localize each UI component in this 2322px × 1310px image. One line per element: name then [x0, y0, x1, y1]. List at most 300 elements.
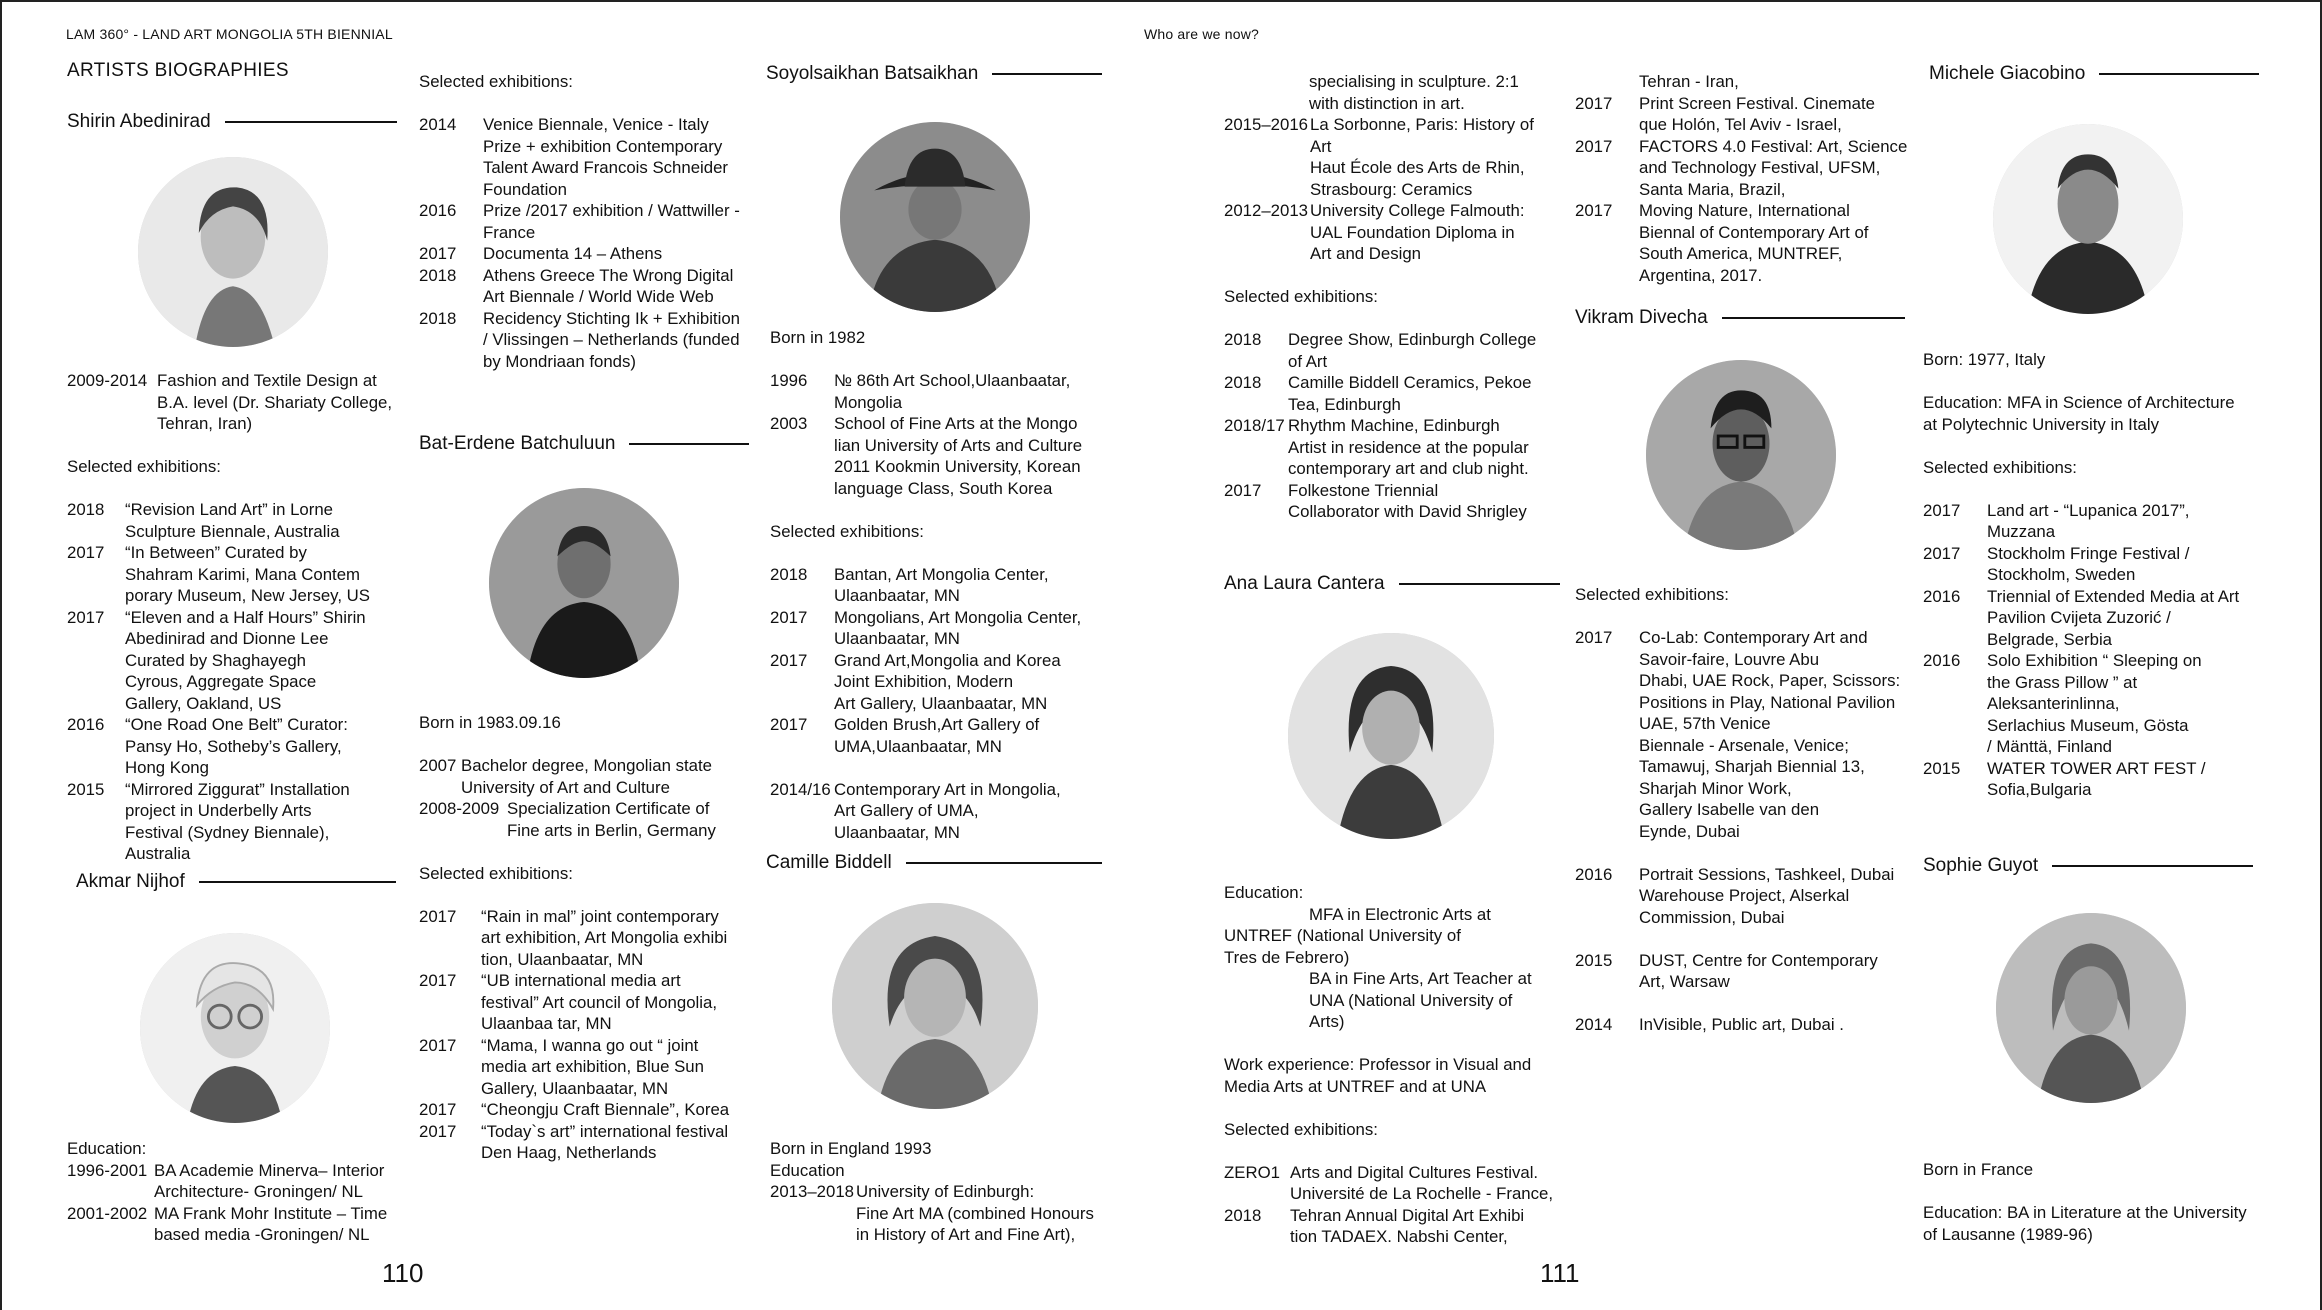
education-entry-year: 2008-2009: [419, 799, 500, 818]
birth-info: Born in 1983.09.16: [419, 713, 561, 732]
exhibition-entry: [1923, 650, 2273, 758]
exhibition-entry-line: Prize /2017 exhibition / Wattwiller -: [483, 201, 740, 220]
education-entry: [67, 1203, 407, 1246]
education-entry-year: 2003: [770, 414, 808, 433]
exhibition-entry-year: 2015: [1923, 758, 1961, 778]
education-entry-line: Fine Art MA (combined Honours: [856, 1203, 1094, 1223]
exhibition-entry-line: Gallery, Ulaanbaatar, MN: [481, 1078, 669, 1098]
exhibition-entry-line: “One Road One Belt” Curator:: [125, 715, 348, 734]
exhibition-entry-line: Ulaanbaatar, MN: [834, 822, 960, 842]
exhibition-entry-line: Ulaanbaatar, MN: [834, 586, 960, 605]
running-head-left: LAM 360° - LAND ART MONGOLIA 5TH BIENNIAL: [66, 26, 393, 42]
artist-name-akmar: Akmar Nijhof: [76, 868, 396, 896]
exhibition-entry-year: 2017: [1575, 93, 1613, 113]
education-entry: [770, 1181, 1115, 1246]
exhibition-entry-line: Serlachius Museum, Gösta: [1987, 715, 2189, 735]
exhibition-entry-line: WATER TOWER ART FEST /: [1987, 758, 2206, 778]
exhibition-entry-line: Art Gallery, Ulaanbaatar, MN: [834, 693, 1048, 713]
education-label: Education:: [1224, 883, 1304, 902]
portrait-shirin: [138, 157, 328, 347]
camille-text: [770, 1138, 1115, 1246]
exhibition-entry-year: 2018: [770, 564, 808, 584]
exhibition-entry-line: art exhibition, Art Mongolia exhibi: [481, 928, 728, 947]
education-entry-year: 2012–2013: [1224, 201, 1308, 220]
exhibition-entry: [770, 564, 1115, 607]
exhibition-entry-line: Biennal of Contemporary Art of: [1639, 222, 1869, 242]
exhibition-entry-line: “UB international media art: [481, 971, 681, 990]
education-line: Education: MFA in Science of Architecture: [1923, 393, 2235, 412]
education-line: Arts): [1309, 1012, 1345, 1031]
portrait-michele: [1993, 124, 2183, 314]
exhibitions-label: Selected exhibitions:: [1923, 457, 2077, 477]
portrait-akmar: [140, 933, 330, 1123]
exhibition-entry: [419, 1035, 764, 1100]
akmar-text: [67, 1138, 407, 1246]
exhibition-entry-line: Folkestone Triennial: [1288, 480, 1439, 500]
exhibition-entry-line: Dhabi, UAE Rock, Paper, Scissors:: [1639, 671, 1901, 690]
exhibition-entry-line: Art Biennale / World Wide Web: [483, 287, 714, 306]
exhibition-entry: [419, 265, 759, 308]
shirin-text: [67, 370, 407, 865]
exhibition-entry-year: 2017: [67, 607, 105, 627]
portrait-soyol: [840, 122, 1030, 312]
education-line: UNTREF (National University of: [1224, 926, 1461, 945]
exhibition-entry-line: Rhythm Machine, Edinburgh: [1288, 416, 1500, 435]
artist-name-vikram: Vikram Divecha: [1575, 304, 1905, 332]
exhibition-entry-line: Belgrade, Serbia: [1987, 629, 2113, 649]
education-entry-year: 2007: [419, 756, 457, 775]
exhibition-entry: [770, 714, 1115, 757]
artist-name-michele: Michele Giacobino: [1929, 60, 2259, 88]
vikram-text: [1575, 584, 1925, 1036]
exhibitions-label: Selected exhibitions:: [419, 72, 573, 91]
education-entry: [770, 413, 1115, 499]
exhibition-entry-line: Sofia,Bulgaria: [1987, 780, 2092, 799]
exhibition-entry-line: / Mänttä, Finland: [1987, 737, 2112, 756]
exhibition-entry-line: Collaborator with David Shrigley: [1288, 502, 1527, 521]
exhibition-entry: [1923, 586, 2273, 651]
exhibition-entry: [1923, 758, 2273, 801]
exhibition-entry-line: Muzzana: [1987, 522, 2056, 541]
work-experience-line: Work experience: Professor in Visual and: [1224, 1055, 1532, 1074]
soyol-text: [770, 327, 1115, 843]
ana-text: [1224, 882, 1569, 1248]
exhibition-entry-line: Venice Biennale, Venice - Italy: [483, 115, 709, 134]
exhibition-entry-line: Documenta 14 – Athens: [483, 244, 663, 263]
education-entry-line: University College Falmouth:: [1310, 201, 1525, 220]
artist-name-sophie: Sophie Guyot: [1923, 852, 2253, 880]
education-label: Education: [770, 1160, 845, 1180]
education-entry: [419, 755, 764, 798]
portrait-vikram: [1646, 360, 1836, 550]
exhibition-entry: [1575, 627, 1925, 842]
exhibition-entry: [1224, 415, 1569, 480]
artist-name-camille: Camille Biddell: [766, 849, 1102, 877]
running-head-right: Who are we now?: [1143, 26, 1259, 42]
education-entry-line: Fashion and Textile Design at: [157, 371, 377, 390]
education-entry-line: University of Art and Culture: [461, 777, 670, 797]
exhibition-entry-line: Moving Nature, International: [1639, 201, 1850, 220]
exhibition-entry-line: que Holón, Tel Aviv - Israel,: [1639, 115, 1842, 134]
exhibition-entry-line: Abedinirad and Dionne Lee: [125, 629, 329, 648]
column-4-head: [1224, 570, 1560, 598]
exhibition-entry-line: festival” Art council of Mongolia,: [481, 992, 717, 1012]
exhibition-entry-year: 2017: [1575, 201, 1613, 220]
education-entry-line: in History of Art and Fine Art),: [856, 1225, 1076, 1244]
exhibition-entry-year: 2017: [419, 1035, 457, 1055]
education-entry-line: Strasbourg: Ceramics: [1310, 179, 1473, 199]
exhibition-entry-line: Tehran Annual Digital Art Exhibi: [1290, 1205, 1525, 1225]
exhibition-entry-year: 2018: [67, 500, 105, 519]
exhibition-entry-line: Australia: [125, 844, 191, 863]
exhibition-entry-line: “Mirrored Ziggurat” Installation: [125, 779, 350, 799]
exhibition-entry-line: media art exhibition, Blue Sun: [481, 1057, 704, 1076]
exhibition-entry-line: Tea, Edinburgh: [1288, 394, 1401, 414]
exhibition-entry: [1224, 480, 1569, 523]
exhibitions-label: Selected exhibitions:: [1224, 287, 1378, 306]
education-entry-line: Art and Design: [1310, 244, 1422, 263]
education-entry: [1224, 200, 1569, 265]
exhibition-entry-line: Prize + exhibition Contemporary: [483, 136, 723, 156]
exhibition-entry-line: Sculpture Biennale, Australia: [125, 521, 340, 541]
artist-name-shirin: Shirin Abedinirad: [67, 108, 397, 136]
birth-info: Born in 1982: [770, 328, 866, 347]
education-entry-line: La Sorbonne, Paris: History of: [1310, 115, 1534, 134]
education-entry: [770, 370, 1115, 413]
exhibition-entry-year: 2018: [419, 308, 457, 328]
exhibition-entry-year: 2017: [419, 906, 457, 926]
exhibition-entry-line: Curated by Shaghayegh: [125, 650, 306, 670]
exhibition-entry-year: 2017: [419, 244, 457, 263]
education-line: UNA (National University of: [1309, 990, 1513, 1010]
portrait-sophie: [1996, 913, 2186, 1103]
exhibition-entry-line: DUST, Centre for Contemporary: [1639, 950, 1878, 970]
education-line: Tres de Febrero): [1224, 947, 1350, 967]
exhibition-entry: [1575, 1014, 1925, 1036]
portrait-ana: [1288, 633, 1494, 839]
exhibition-entry-line: Gallery Isabelle van den: [1639, 800, 1820, 819]
education-entry-line: MA Frank Mohr Institute – Time: [154, 1203, 388, 1223]
folio-right: 111: [1540, 1258, 1580, 1288]
work-experience-line: Media Arts at UNTREF and at UNA: [1224, 1076, 1487, 1096]
column-6-head: [1929, 60, 2259, 88]
exhibition-entry: [1224, 1162, 1569, 1205]
exhibition-entry-year: 2014: [419, 115, 457, 134]
exhibition-entry-line: Bantan, Art Mongolia Center,: [834, 564, 1049, 584]
exhibition-entry-line: “Today`s art” international festival: [481, 1121, 729, 1141]
page-111: [1143, 0, 2322, 1310]
education-entry-line: Haut École des Arts de Rhin,: [1310, 158, 1525, 177]
exhibition-entry-year: 2015: [1575, 950, 1613, 970]
exhibition-entry-year: 2017: [1575, 628, 1613, 647]
education-entry-line: Tehran, Iran): [157, 414, 253, 433]
education-entry-line: 2011 Kookmin University, Korean: [834, 457, 1081, 476]
education-line: BA in Fine Arts, Art Teacher at: [1309, 969, 1532, 988]
exhibition-entry-line: Degree Show, Edinburgh College: [1288, 330, 1537, 349]
exhibition-entry: [770, 650, 1115, 715]
exhibition-entry: [419, 1099, 764, 1121]
column-1b: [76, 868, 396, 896]
exhibition-entry: [419, 308, 759, 373]
exhibition-entry-line: Pavilion Cvijeta Zuzorić /: [1987, 608, 2171, 627]
birth-info: Born in France: [1923, 1160, 2034, 1179]
exhibition-entry-year: 2016: [67, 715, 105, 734]
education-line: of Lausanne (1989-96): [1923, 1224, 2093, 1244]
column-1: [67, 60, 397, 136]
portrait-camille: [832, 903, 1038, 1109]
exhibition-entry-line: Athens Greece The Wrong Digital: [483, 265, 734, 285]
exhibition-entry: [770, 607, 1115, 650]
education-entry-line: UAL Foundation Diploma in: [1310, 222, 1515, 242]
exhibition-entry-line: Triennial of Extended Media at Art: [1987, 586, 2240, 606]
education-entry-line: B.A. level (Dr. Shariaty College,: [157, 392, 393, 412]
exhibition-entry-line: “Cheongju Craft Biennale”, Korea: [481, 1100, 730, 1119]
exhibition-entry-year: 2014/16: [770, 779, 831, 799]
camille-cont-text: [1224, 71, 1569, 523]
education-line: at Polytechnic University in Italy: [1923, 414, 2159, 434]
exhibition-entry-line: Artist in residence at the popular: [1288, 437, 1529, 457]
column-3-head: [766, 60, 1102, 88]
exhibition-entry: [67, 714, 407, 779]
exhibition-entry: [419, 970, 764, 1035]
exhibition-entry-line: of Art: [1288, 351, 1328, 371]
exhibition-entry-line: “Revision Land Art” in Lorne: [125, 500, 334, 519]
continued-line: specialising in sculpture. 2:1: [1309, 72, 1519, 91]
exhibition-entry-year: 2018/17: [1224, 416, 1285, 435]
exhibition-entry-line: Den Haag, Netherlands: [481, 1143, 657, 1162]
folio-left: 110: [382, 1258, 424, 1288]
exhibition-entry-line: Hong Kong: [125, 758, 209, 777]
exhibition-entry-line: Gallery, Oakland, US: [125, 693, 282, 713]
exhibition-entry-line: South America, MUNTREF,: [1639, 244, 1843, 263]
exhibition-entry-line: Positions in Play, National Pavilion: [1639, 692, 1896, 712]
baterdene-text: [419, 712, 764, 1164]
education-entry-line: Architecture- Groningen/ NL: [154, 1182, 363, 1201]
education-entry-line: Art: [1310, 136, 1332, 156]
exhibition-entry-line: Talent Award Francois Schneider: [483, 158, 729, 177]
exhibition-entry-line: the Grass Pillow ” at: [1987, 672, 2138, 692]
education-entry-line: lian University of Arts and Culture: [834, 435, 1083, 455]
education-entry: [1224, 114, 1569, 200]
exhibition-entry-line: Savoir-faire, Louvre Abu: [1639, 649, 1820, 669]
exhibition-entry-line: Land art - “Lupanica 2017”,: [1987, 500, 2190, 520]
exhibition-entry-line: “Mama, I wanna go out “ joint: [481, 1035, 699, 1055]
education-entry: [67, 1160, 407, 1203]
exhibitions-label: Selected exhibitions:: [1575, 585, 1729, 604]
exhibition-entry-line: Tamawuj, Sharjah Biennial 13,: [1639, 757, 1865, 776]
exhibition-entry-year: 2017: [1923, 500, 1961, 520]
exhibition-entry-line: Pansy Ho, Sotheby’s Gallery,: [125, 736, 342, 756]
exhibition-entry: [67, 779, 407, 865]
exhibition-entry-year: 2017: [770, 715, 808, 734]
education-entry-line: № 86th Art School,Ulaanbaatar,: [834, 371, 1071, 390]
artist-name-soyol: Soyolsaikhan Batsaikhan: [766, 60, 1102, 88]
exhibition-entry-line: Art, Warsaw: [1639, 972, 1730, 991]
exhibition-entry-year: 2017: [770, 607, 808, 627]
column-3b-head: [766, 849, 1102, 877]
exhibition-entry-year: 2016: [419, 201, 457, 220]
exhibition-entry: [1224, 329, 1569, 372]
education-entry-line: Bachelor degree, Mongolian state: [461, 756, 712, 775]
exhibition-entry-line: InVisible, Public art, Dubai .: [1639, 1015, 1844, 1034]
exhibition-entry-line: Contemporary Art in Mongolia,: [834, 779, 1061, 799]
exhibition-entry-line: Portrait Sessions, Tashkeel, Dubai: [1639, 864, 1895, 884]
exhibition-entry-year: 2017: [1575, 136, 1613, 156]
exhibition-entry-line: Université de La Rochelle - France,: [1290, 1184, 1554, 1203]
exhibition-entry-line: “Rain in mal” joint contemporary: [481, 906, 719, 926]
exhibition-entry-line: Santa Maria, Brazil,: [1639, 179, 1786, 199]
exhibition-entry-year: 2017: [67, 543, 105, 562]
exhibition-entry: [1224, 372, 1569, 415]
exhibition-entry-year: 2018: [1224, 373, 1262, 392]
education-entry-line: School of Fine Arts at the Mongo: [834, 414, 1078, 433]
exhibition-entry-line: “In Between” Curated by: [125, 543, 307, 562]
education-entry-year: 1996-2001: [67, 1160, 148, 1180]
exhibition-entry-line: Recidency Stichting Ik + Exhibition: [483, 308, 740, 328]
portrait-baterdene: [489, 488, 679, 678]
birth-info: Born in England 1993: [770, 1139, 932, 1158]
exhibition-entry-line: Co-Lab: Contemporary Art and: [1639, 628, 1868, 647]
exhibition-entry-year: 2016: [1575, 864, 1613, 884]
exhibition-entry-line: Mongolians, Art Mongolia Center,: [834, 607, 1082, 627]
education-entry-line: language Class, South Korea: [834, 478, 1053, 498]
exhibition-entry-line: / Vlissingen – Netherlands (funded: [483, 330, 740, 349]
exhibition-entry-line: Print Screen Festival. Cinemate: [1639, 93, 1875, 113]
exhibition-entry: [67, 607, 407, 715]
exhibition-entry: [1575, 950, 1925, 993]
artist-name-ana: Ana Laura Cantera: [1224, 570, 1560, 598]
education-entry-year: 2015–2016: [1224, 115, 1308, 134]
exhibition-entry-line: Shahram Karimi, Mana Contem: [125, 564, 361, 584]
exhibition-entry-line: Arts and Digital Cultures Festival.: [1290, 1162, 1539, 1182]
exhibition-entry-line: Ulaanbaatar, MN: [834, 629, 960, 648]
exhibition-entry-line: Warehouse Project, Alserkal: [1639, 886, 1850, 905]
exhibition-entry-line: Stockholm Fringe Festival /: [1987, 543, 2190, 563]
exhibition-entry-year: 2016: [1923, 651, 1961, 670]
exhibition-entry: [419, 243, 759, 265]
exhibitions-label: Selected exhibitions:: [770, 521, 924, 541]
exhibition-entry: [1575, 93, 1920, 136]
education-entry-year: 1996: [770, 371, 808, 390]
exhibition-entry: [1575, 136, 1920, 201]
education-entry: [67, 370, 407, 435]
exhibition-entry-line: Art Gallery of UMA,: [834, 801, 979, 820]
exhibition-entry: [419, 200, 759, 243]
exhibition-entry-line: “Eleven and a Half Hours” Shirin: [125, 607, 366, 627]
education-line: MFA in Electronic Arts at: [1309, 904, 1491, 924]
exhibition-entry: [419, 906, 764, 971]
section-title: ARTISTS BIOGRAPHIES: [67, 60, 289, 81]
exhibition-entry-line: tion, Ulaanbaatar, MN: [481, 949, 644, 969]
education-entry-line: Specialization Certificate of: [507, 799, 710, 818]
exhibition-entry-year: 2018: [419, 265, 457, 285]
exhibition-entry-line: project in Underbelly Arts: [125, 801, 312, 820]
education-entry-line: University of Edinburgh:: [856, 1182, 1035, 1201]
exhibition-entry-line: FACTORS 4.0 Festival: Art, Science: [1639, 136, 1908, 156]
education-label: Education:: [67, 1139, 147, 1158]
exhibitions-label: Selected exhibitions:: [67, 457, 221, 476]
exhibition-entry-line: Grand Art,Mongolia and Korea: [834, 650, 1061, 670]
exhibition-entry-line: Festival (Sydney Biennale),: [125, 822, 330, 842]
exhibition-entry-line: Stockholm, Sweden: [1987, 565, 2136, 584]
exhibition-entry-line: Foundation: [483, 179, 567, 199]
michele-text: [1923, 349, 2273, 801]
shirin-cont-text: [419, 71, 759, 372]
exhibition-entry-year: 2015: [67, 779, 105, 799]
exhibitions-label: Selected exhibitions:: [419, 863, 573, 883]
education-entry-year: 2009-2014: [67, 371, 148, 390]
exhibition-entry-line: tion TADAEX. Nabshi Center,: [1290, 1227, 1508, 1246]
exhibition-entry-year: 2018: [1224, 1205, 1262, 1225]
education-entry-year: 2013–2018: [770, 1182, 854, 1201]
education-entry-line: Mongolia: [834, 392, 903, 412]
column-2-head: [419, 430, 749, 458]
exhibition-entry: [1224, 1205, 1569, 1248]
exhibition-entry-line: Cyrous, Aggregate Space: [125, 672, 317, 691]
exhibition-entry-line: Golden Brush,Art Gallery of: [834, 715, 1040, 734]
exhibition-entry-line: Biennale - Arsenale, Venice;: [1639, 735, 1849, 755]
exhibition-entry: [770, 779, 1115, 844]
exhibition-entry-line: Argentina, 2017.: [1639, 265, 1763, 285]
exhibition-entry: [1575, 864, 1925, 929]
exhibition-entry: [1923, 543, 2273, 586]
exhibition-entry-line: Camille Biddell Ceramics, Pekoe: [1288, 373, 1532, 392]
education-line: Education: BA in Literature at the University: [1923, 1203, 2247, 1222]
sophie-text: [1923, 1159, 2273, 1245]
artist-name-baterdene: Bat-Erdene Batchuluun: [419, 430, 749, 458]
exhibition-entry-year: 2017: [419, 1121, 457, 1141]
exhibition-entry-line: by Mondriaan fonds): [483, 351, 636, 371]
exhibition-entry-year: 2016: [1923, 586, 1961, 606]
exhibition-entry-line: UMA,Ulaanbaatar, MN: [834, 736, 1002, 756]
exhibition-entry-line: France: [483, 222, 536, 242]
education-entry-line: Fine arts in Berlin, Germany: [507, 820, 716, 840]
exhibition-entry-line: Commission, Dubai: [1639, 907, 1785, 927]
exhibition-entry-year: 2017: [1923, 543, 1961, 563]
exhibition-entry: [419, 114, 759, 200]
education-entry-line: BA Academie Minerva– Interior: [154, 1160, 385, 1180]
exhibition-entry-line: Solo Exhibition “ Sleeping on: [1987, 651, 2202, 670]
continued-line: Tehran - Iran,: [1639, 72, 1739, 91]
exhibition-entry: [419, 1121, 764, 1164]
exhibition-entry-year: 2017: [419, 971, 457, 990]
exhibition-entry-line: Joint Exhibition, Modern: [834, 672, 1014, 691]
education-entry-line: based media -Groningen/ NL: [154, 1225, 370, 1244]
continued-line: with distinction in art.: [1309, 93, 1465, 113]
ana-cont-text: [1575, 71, 1920, 286]
exhibition-entry-year: 2017: [770, 650, 808, 670]
education-entry-year: 2001-2002: [67, 1203, 148, 1223]
exhibition-entry-year: 2017: [419, 1100, 457, 1119]
exhibition-entry-year: ZERO1: [1224, 1162, 1280, 1182]
column-6b-head: [1923, 852, 2253, 880]
exhibition-entry-line: porary Museum, New Jersey, US: [125, 586, 370, 605]
exhibition-entry-line: Ulaanbaa tar, MN: [481, 1014, 612, 1033]
exhibition-entry: [1923, 500, 2273, 543]
exhibition-entry-year: 2017: [1224, 480, 1262, 500]
birth-info: Born: 1977, Italy: [1923, 350, 2046, 369]
exhibition-entry: [67, 499, 407, 542]
exhibition-entry-year: 2014: [1575, 1015, 1613, 1034]
exhibition-entry-line: contemporary art and club night.: [1288, 459, 1529, 478]
exhibition-entry-line: and Technology Festival, UFSM,: [1639, 158, 1881, 177]
column-5-head: [1575, 304, 1905, 332]
exhibition-entry-line: UAE, 57th Venice: [1639, 714, 1771, 733]
exhibition-entry-line: Eynde, Dubai: [1639, 821, 1740, 841]
exhibitions-label: Selected exhibitions:: [1224, 1119, 1378, 1139]
exhibition-entry: [67, 542, 407, 607]
exhibition-entry-line: Sharjah Minor Work,: [1639, 778, 1792, 798]
